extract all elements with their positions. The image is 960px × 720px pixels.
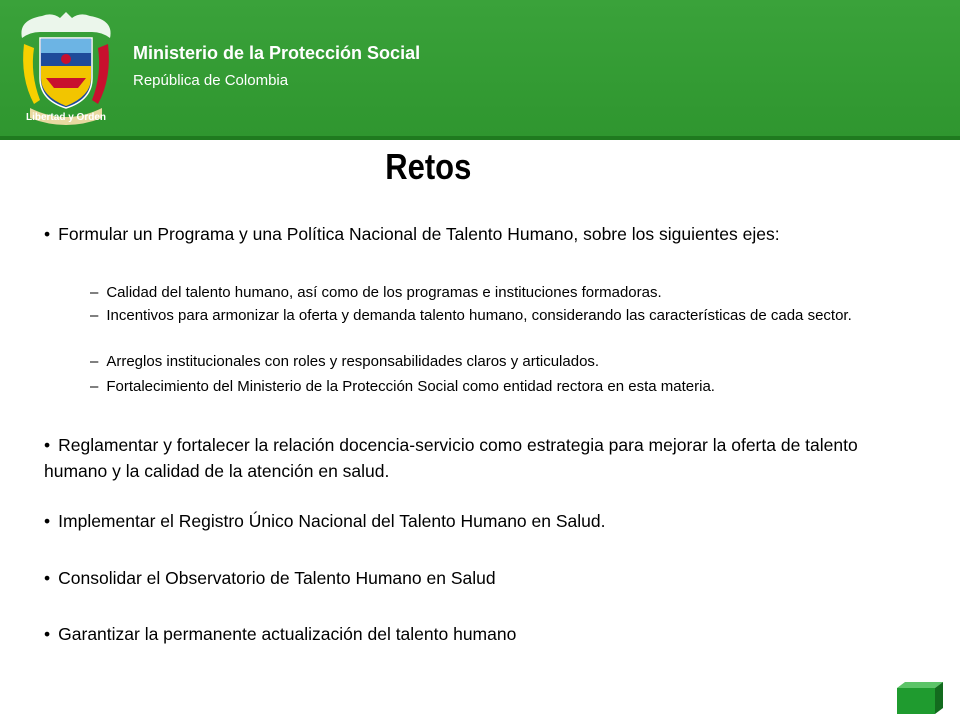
- dash-marker: –: [90, 353, 99, 370]
- slide-title: Retos: [385, 146, 472, 187]
- bullet-text: Formular un Programa y una Política Nacional de Talento Humano, sobre los siguientes ejes:: [58, 224, 780, 244]
- bullet-item: [44, 511, 924, 532]
- bullet-marker: •: [44, 435, 51, 455]
- bullet-item: [44, 224, 924, 245]
- header-bar: [0, 0, 960, 136]
- bullet-marker: •: [44, 624, 51, 644]
- bullet-text: Reglamentar y fortalecer la relación docencia-servicio como estrategia para mejorar la oferta de talento humano y la calidad de la atención en salud.: [44, 435, 858, 481]
- bullet-marker: •: [44, 568, 51, 588]
- bullet-marker: •: [44, 511, 51, 531]
- ministry-name: Ministerio de la Protección Social: [133, 43, 421, 63]
- sub-item: [90, 353, 930, 371]
- logo-motto-text: Libertad y Orden: [25, 112, 107, 123]
- coat-of-arms-logo: [12, 8, 120, 130]
- sub-item-text: Calidad del talento humano, así como de los programas e instituciones formadoras.: [106, 284, 662, 301]
- sub-item: [90, 307, 930, 325]
- bullet-text: Consolidar el Observatorio de Talento Humano en Salud: [58, 568, 496, 588]
- sub-item-text: Fortalecimiento del Ministerio de la Protección Social como entidad rectora en esta materia.: [106, 378, 715, 395]
- sub-item: [90, 378, 930, 396]
- next-slide-button[interactable]: [895, 680, 945, 716]
- header-divider: [0, 136, 960, 140]
- bullet-text: Garantizar la permanente actualización del talento humano: [58, 624, 517, 644]
- sub-item-text: Incentivos para armonizar la oferta y demanda talento humano, considerando las características de cada sector.: [106, 307, 852, 324]
- dash-marker: –: [90, 284, 99, 301]
- bullet-marker: •: [44, 224, 51, 244]
- country-name: República de Colombia: [133, 72, 289, 89]
- bullet-item: [44, 432, 924, 484]
- dash-marker: –: [90, 378, 99, 395]
- bullet-item: [44, 568, 924, 589]
- sub-item-text: Arreglos institucionales con roles y responsabilidades claros y articulados.: [106, 353, 600, 370]
- dash-marker: –: [90, 307, 99, 324]
- bullet-text: Implementar el Registro Único Nacional del Talento Humano en Salud.: [58, 511, 606, 531]
- bullet-item: [44, 624, 924, 645]
- sub-item: [90, 284, 930, 302]
